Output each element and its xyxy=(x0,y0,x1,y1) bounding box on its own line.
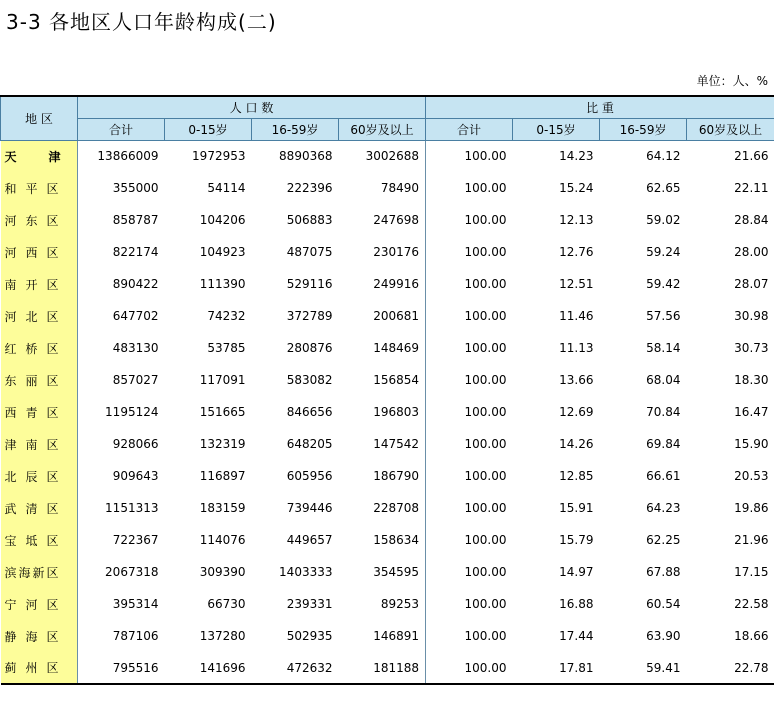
value-cell: 151665 xyxy=(199,405,246,419)
value-cell: 857027 xyxy=(112,373,159,387)
value-cell: 30.73 xyxy=(734,341,769,355)
value-cell: 890422 xyxy=(112,277,159,291)
region-name-cell xyxy=(1,300,78,332)
region-name-cell xyxy=(1,396,78,428)
value-cell: 28.00 xyxy=(734,245,769,259)
value-cell: 132319 xyxy=(199,437,246,451)
header-pop-60-plus: 60岁及以上 xyxy=(339,118,426,140)
value-cell: 141696 xyxy=(165,652,252,684)
value-cell: 247698 xyxy=(339,204,426,236)
value-cell: 200681 xyxy=(339,300,426,332)
value-cell: 59.41 xyxy=(600,652,687,684)
value-cell: 100.00 xyxy=(464,437,507,451)
value-cell: 739446 xyxy=(286,501,333,515)
value-cell: 17.44 xyxy=(559,629,594,643)
header-pop-0-15: 0-15岁 xyxy=(165,118,252,140)
region-name: 河西区 xyxy=(4,245,59,260)
value-cell: 22.58 xyxy=(734,597,769,611)
value-cell: 15.24 xyxy=(559,181,594,195)
value-cell: 858787 xyxy=(112,213,159,227)
value-cell: 100.00 xyxy=(464,501,507,515)
value-cell: 1972953 xyxy=(192,149,246,164)
value-cell: 59.42 xyxy=(646,277,681,291)
value-cell: 21.96 xyxy=(734,533,769,547)
value-cell: 309390 xyxy=(199,565,246,579)
value-cell: 100.00 xyxy=(464,277,507,291)
region-name-cell xyxy=(1,140,78,172)
value-cell: 1151313 xyxy=(105,501,159,515)
value-cell: 100.00 xyxy=(464,565,507,579)
value-cell: 1195124 xyxy=(105,405,159,419)
value-cell: 795516 xyxy=(78,652,165,684)
table-row xyxy=(1,236,774,268)
value-cell: 822174 xyxy=(112,245,159,259)
region-name: 北辰区 xyxy=(4,469,59,484)
value-cell: 230176 xyxy=(339,236,426,268)
region-name-cell xyxy=(1,492,78,524)
header-ratio-60-plus: 60岁及以上 xyxy=(687,118,774,140)
value-cell: 13.66 xyxy=(559,373,594,387)
region-name: 蓟州区 xyxy=(4,661,59,675)
value-cell: 15.91 xyxy=(559,501,594,515)
value-cell: 8890368 xyxy=(279,149,333,164)
value-cell: 355000 xyxy=(112,181,159,195)
region-name: 滨海新区 xyxy=(4,565,59,580)
value-cell: 11.13 xyxy=(559,341,594,355)
value-cell: 58.14 xyxy=(646,341,681,355)
table-row xyxy=(1,428,774,460)
region-name: 河北区 xyxy=(4,309,59,324)
value-cell: 68.04 xyxy=(646,373,681,387)
table-row xyxy=(1,620,774,652)
value-cell: 20.53 xyxy=(734,469,769,483)
region-name: 宝坻区 xyxy=(4,533,59,548)
value-cell: 14.23 xyxy=(559,149,594,164)
unit-label: 单位：人、% xyxy=(696,74,768,88)
value-cell: 196803 xyxy=(339,396,426,428)
value-cell: 21.66 xyxy=(734,149,769,164)
value-cell: 280876 xyxy=(286,341,333,355)
value-cell: 506883 xyxy=(286,213,333,227)
value-cell: 147542 xyxy=(339,428,426,460)
table-row xyxy=(1,300,774,332)
value-cell: 28.84 xyxy=(734,213,769,227)
table-row xyxy=(1,588,774,620)
table-row xyxy=(1,460,774,492)
region-name: 宁河区 xyxy=(4,597,59,612)
value-cell: 3002688 xyxy=(339,140,426,172)
value-cell: 12.51 xyxy=(559,277,594,291)
value-cell: 12.85 xyxy=(559,469,594,483)
value-cell: 487075 xyxy=(286,245,333,259)
table-row xyxy=(1,268,774,300)
table-row xyxy=(1,204,774,236)
table-row xyxy=(1,364,774,396)
region-name: 静海区 xyxy=(4,629,59,644)
header-group-ratio: 比 重 xyxy=(426,96,774,118)
table-row xyxy=(1,140,774,172)
value-cell: 12.13 xyxy=(559,213,594,227)
value-cell: 11.46 xyxy=(559,309,594,323)
value-cell: 59.02 xyxy=(646,213,681,227)
value-cell: 59.24 xyxy=(646,245,681,259)
region-name: 西青区 xyxy=(4,405,59,420)
region-name-cell xyxy=(1,364,78,396)
value-cell: 17.81 xyxy=(513,652,600,684)
value-cell: 54114 xyxy=(207,181,246,195)
value-cell: 17.15 xyxy=(734,565,769,579)
value-cell: 62.25 xyxy=(646,533,681,547)
value-cell: 483130 xyxy=(112,341,159,355)
value-cell: 354595 xyxy=(339,556,426,588)
value-cell: 156854 xyxy=(339,364,426,396)
value-cell: 100.00 xyxy=(464,405,507,419)
region-name: 武清区 xyxy=(4,501,59,516)
value-cell: 100.00 xyxy=(464,309,507,323)
value-cell: 22.78 xyxy=(687,652,774,684)
region-name: 南开区 xyxy=(4,277,59,292)
value-cell: 111390 xyxy=(199,277,246,291)
value-cell: 60.54 xyxy=(646,597,681,611)
value-cell: 22.11 xyxy=(734,181,769,195)
region-name-cell xyxy=(1,204,78,236)
value-cell: 787106 xyxy=(112,629,159,643)
value-cell: 67.88 xyxy=(646,565,681,579)
region-name-cell xyxy=(1,460,78,492)
value-cell: 104923 xyxy=(199,245,246,259)
population-age-table xyxy=(0,95,774,685)
region-name-cell xyxy=(1,268,78,300)
value-cell: 62.65 xyxy=(646,181,681,195)
header-ratio-total: 合计 xyxy=(426,118,513,140)
region-name-cell xyxy=(1,428,78,460)
value-cell: 18.30 xyxy=(734,373,769,387)
value-cell: 64.23 xyxy=(646,501,681,515)
region-name: 天津 xyxy=(4,149,61,164)
value-cell: 16.88 xyxy=(559,597,594,611)
value-cell: 449657 xyxy=(286,533,333,547)
table-row xyxy=(1,492,774,524)
value-cell: 14.97 xyxy=(559,565,594,579)
value-cell: 12.69 xyxy=(559,405,594,419)
value-cell: 15.90 xyxy=(734,437,769,451)
header-pop-total: 合计 xyxy=(78,118,165,140)
region-name: 东丽区 xyxy=(4,373,59,388)
value-cell: 13866009 xyxy=(97,149,159,164)
value-cell: 183159 xyxy=(199,501,246,515)
value-cell: 57.56 xyxy=(646,309,681,323)
table-row xyxy=(1,172,774,204)
value-cell: 583082 xyxy=(286,373,333,387)
value-cell: 12.76 xyxy=(559,245,594,259)
value-cell: 18.66 xyxy=(734,629,769,643)
value-cell: 181188 xyxy=(339,652,426,684)
region-name-cell xyxy=(1,172,78,204)
value-cell: 249916 xyxy=(339,268,426,300)
header-region: 地 区 xyxy=(1,96,78,140)
table-row xyxy=(1,332,774,364)
value-cell: 64.12 xyxy=(646,149,681,164)
value-cell: 529116 xyxy=(286,277,333,291)
value-cell: 100.00 xyxy=(464,341,507,355)
value-cell: 100.00 xyxy=(464,469,507,483)
table-row xyxy=(1,524,774,556)
value-cell: 19.86 xyxy=(734,501,769,515)
value-cell: 647702 xyxy=(112,309,159,323)
value-cell: 146891 xyxy=(339,620,426,652)
value-cell: 100.00 xyxy=(464,181,507,195)
region-name-cell xyxy=(1,652,78,684)
value-cell: 148469 xyxy=(339,332,426,364)
value-cell: 2067318 xyxy=(105,565,159,579)
value-cell: 53785 xyxy=(207,341,246,355)
value-cell: 69.84 xyxy=(646,437,681,451)
value-cell: 16.47 xyxy=(734,405,769,419)
value-cell: 909643 xyxy=(112,469,159,483)
header-ratio-0-15: 0-15岁 xyxy=(513,118,600,140)
header-pop-16-59: 16-59岁 xyxy=(252,118,339,140)
value-cell: 15.79 xyxy=(559,533,594,547)
value-cell: 14.26 xyxy=(559,437,594,451)
value-cell: 100.00 xyxy=(464,149,507,164)
value-cell: 1403333 xyxy=(279,565,333,579)
value-cell: 66730 xyxy=(207,597,246,611)
value-cell: 28.07 xyxy=(734,277,769,291)
value-cell: 117091 xyxy=(199,373,246,387)
value-cell: 100.00 xyxy=(464,597,507,611)
value-cell: 100.00 xyxy=(426,652,513,684)
value-cell: 186790 xyxy=(339,460,426,492)
region-name-cell xyxy=(1,332,78,364)
value-cell: 239331 xyxy=(286,597,333,611)
value-cell: 70.84 xyxy=(646,405,681,419)
table-row xyxy=(1,396,774,428)
region-name-cell xyxy=(1,236,78,268)
value-cell: 100.00 xyxy=(464,629,507,643)
value-cell: 104206 xyxy=(199,213,246,227)
page-title: 3-3 各地区人口年龄构成(二) xyxy=(6,10,277,34)
value-cell: 63.90 xyxy=(646,629,681,643)
value-cell: 100.00 xyxy=(464,213,507,227)
value-cell: 66.61 xyxy=(646,469,681,483)
value-cell: 395314 xyxy=(112,597,159,611)
header-ratio-16-59: 16-59岁 xyxy=(600,118,687,140)
value-cell: 114076 xyxy=(199,533,246,547)
region-name-cell xyxy=(1,588,78,620)
value-cell: 472632 xyxy=(252,652,339,684)
header-group-population: 人 口 数 xyxy=(78,96,426,118)
value-cell: 100.00 xyxy=(464,533,507,547)
value-cell: 605956 xyxy=(286,469,333,483)
value-cell: 722367 xyxy=(112,533,159,547)
value-cell: 137280 xyxy=(199,629,246,643)
value-cell: 228708 xyxy=(339,492,426,524)
value-cell: 78490 xyxy=(339,172,426,204)
value-cell: 158634 xyxy=(339,524,426,556)
value-cell: 116897 xyxy=(199,469,246,483)
value-cell: 846656 xyxy=(286,405,333,419)
value-cell: 89253 xyxy=(339,588,426,620)
table-row xyxy=(1,652,774,684)
region-name-cell xyxy=(1,524,78,556)
region-name: 河东区 xyxy=(4,213,59,228)
table-row xyxy=(1,556,774,588)
region-name-cell xyxy=(1,556,78,588)
value-cell: 928066 xyxy=(112,437,159,451)
region-name: 津南区 xyxy=(4,437,59,452)
value-cell: 74232 xyxy=(207,309,246,323)
value-cell: 502935 xyxy=(286,629,333,643)
value-cell: 30.98 xyxy=(734,309,769,323)
value-cell: 648205 xyxy=(286,437,333,451)
value-cell: 100.00 xyxy=(464,373,507,387)
region-name: 红桥区 xyxy=(4,341,59,356)
value-cell: 372789 xyxy=(286,309,333,323)
region-name: 和平区 xyxy=(4,181,59,196)
region-name-cell xyxy=(1,620,78,652)
value-cell: 222396 xyxy=(286,181,333,195)
value-cell: 100.00 xyxy=(464,245,507,259)
